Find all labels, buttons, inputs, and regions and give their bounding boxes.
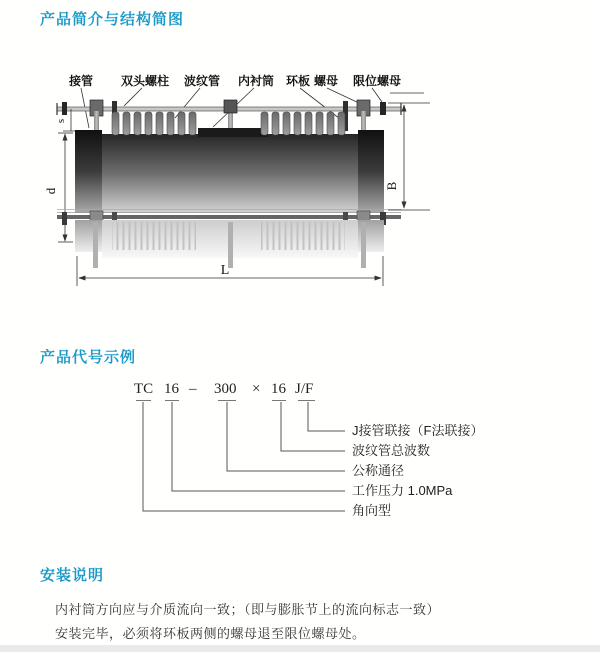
dimension-d bbox=[58, 133, 73, 242]
part-label-liner: 内衬筒 bbox=[237, 74, 275, 88]
structure-diagram bbox=[25, 60, 495, 315]
part-label-stud: 双头螺柱 bbox=[120, 74, 170, 88]
callout-wave-count: 波纹管总波数 bbox=[352, 443, 431, 458]
code-token-times: × bbox=[252, 381, 261, 397]
callout-pressure: 工作压力 1.0MPa bbox=[352, 483, 453, 498]
bellows-left bbox=[112, 112, 196, 135]
callout-type: 角向型 bbox=[352, 503, 392, 518]
code-token-16a: 16 bbox=[164, 381, 179, 397]
dim-label-B: B bbox=[384, 181, 399, 191]
section-title-install: 安装说明 bbox=[40, 567, 105, 584]
install-instruction-line: 安装完毕，必须将环板两侧的螺母退至限位螺母处。 bbox=[55, 626, 366, 641]
code-token-dash: – bbox=[189, 381, 197, 397]
callout-connection: J接管联接（F法联接） bbox=[352, 423, 484, 438]
expansion-joint-drawing bbox=[25, 60, 495, 315]
callout-diameter: 公称通径 bbox=[352, 463, 405, 478]
part-label-limitnut: 限位螺母 bbox=[352, 74, 402, 88]
part-label-nut: 螺母 bbox=[313, 74, 339, 88]
bellows-right bbox=[261, 112, 345, 135]
part-label-jieguan: 接管 bbox=[68, 74, 94, 88]
section-title-intro: 产品简介与结构简图 bbox=[40, 11, 185, 28]
liner-collar bbox=[198, 128, 268, 137]
dim-label-L: L bbox=[220, 263, 230, 278]
dim-label-s: s bbox=[55, 118, 67, 124]
code-token-16b: 16 bbox=[271, 381, 286, 397]
tie-rod-top bbox=[57, 100, 401, 132]
code-token-tc: TC bbox=[134, 381, 154, 397]
install-instruction-line: 内衬筒方向应与介质流向一致；（即与膨胀节上的流向标志一致） bbox=[55, 602, 441, 617]
code-token-300: 300 bbox=[214, 381, 237, 397]
page-edge-strip bbox=[0, 645, 600, 652]
joint-reflection bbox=[57, 210, 401, 269]
section-title-code: 产品代号示例 bbox=[40, 349, 137, 366]
code-token-jf: J/F bbox=[295, 381, 314, 397]
code-callout-lines bbox=[130, 395, 360, 525]
part-label-ringplate: 环板 bbox=[285, 74, 311, 88]
dim-label-d: d bbox=[43, 187, 58, 195]
part-label-bellows: 波纹管 bbox=[183, 74, 221, 88]
